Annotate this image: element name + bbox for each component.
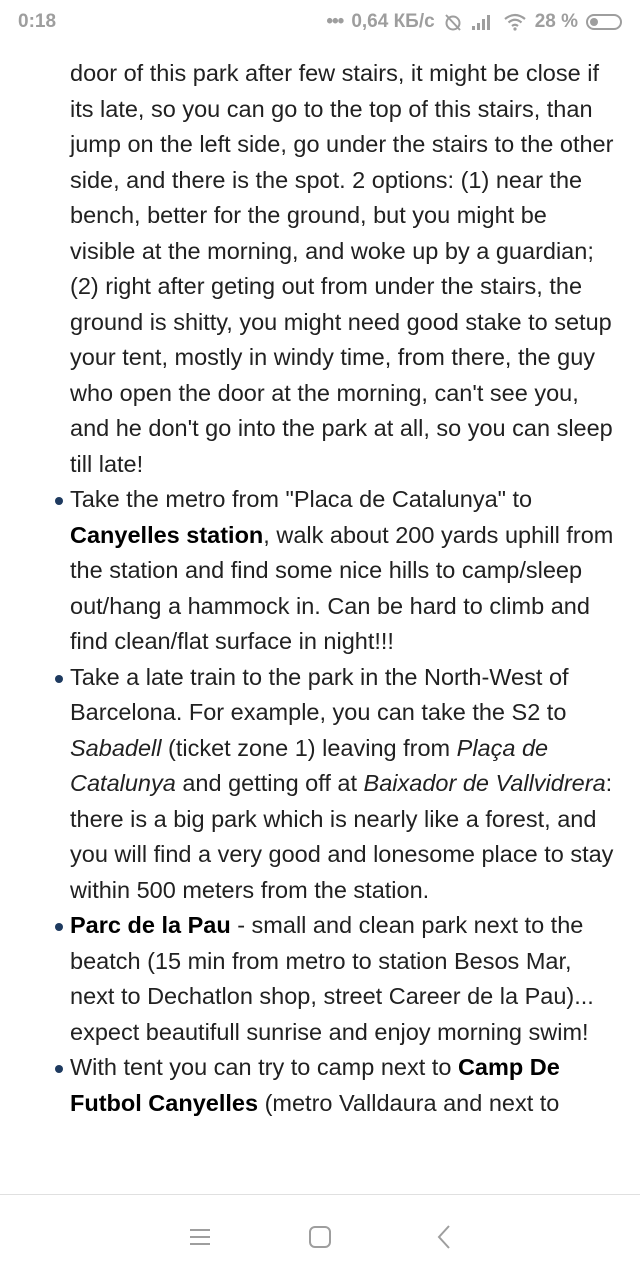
home-button[interactable] [300,1217,340,1257]
battery-icon [586,14,622,30]
more-dots: ••• [326,11,344,32]
article-scroll [0,56,640,1121]
list-item-text: Parc de la Pau - small and clean park next to the beatch (15 min from metro to station Besos Mar, next to Dechatlon shop, street Career de la Pau)... expect beautifull sunrise and enjoy morning swim! [70,912,594,1045]
place-name: Canyelles station [70,521,264,548]
list-item-text: Take a late train to the park in the North-West of Barcelona. For example, you can take the S2 to Sabadell (ticket zone 1) leaving from Plaça de Catalunya and getting off at Baixador de Vallvidrera: there is a big park which is nearly like a forest, and you will find a very good and lonesome place to stay within 500 meters from the station. [70,663,614,903]
back-button[interactable] [424,1217,464,1257]
status-time: 0:18 [18,11,57,32]
menu-button[interactable] [180,1217,220,1257]
battery-percent: 28 % [534,11,578,32]
network-speed: 0,64 КБ/с [351,11,435,32]
list-item-text: With tent you can try to camp next to Camp De Futbol Canyelles (metro Valldaura and next to [70,1054,560,1116]
article-content[interactable] [0,44,640,1194]
status-icons [326,11,622,33]
list-item-text: Take the metro from "Placa de Catalunya" to Canyelles station, walk about 200 yards uphill from the station and find some nice hills to camp/sleep out/hang a hammock in. Can be hard to climb and find clean/flat surface in night!!! [70,486,614,654]
place-name: Parc de la Pau [70,912,231,938]
list-item [0,1050,640,1121]
wifi-icon [503,13,527,31]
place-name: Camp De Futbol Canyelles [70,1054,560,1116]
list-item [0,482,640,660]
home-icon [308,1225,332,1249]
back-icon [436,1224,452,1250]
alarm-off-icon [443,12,463,32]
menu-icon [188,1226,212,1248]
intro-paragraph: door of this park after few stairs, it might be close if its late, so you can go to the top of this stairs, than jump on the left side, go under the stairs to the other side, and there is the spot. 2 options: (1) near the bench, better for the ground, but you might be visible at the morning, and woke up by a guardian; (2) right after geting out from under the stairs, the ground is shitty, you might need good stake to setup your tent, mostly in windy time, from there, the guy who open the door at the morning, can't see you, and he don't go into the park at all, so you can sleep till late! [70,60,614,477]
navigation-bar [0,1195,640,1280]
list-item [0,908,640,1050]
list-item [0,660,640,909]
signal-icon [471,13,495,31]
status-bar [0,0,640,44]
